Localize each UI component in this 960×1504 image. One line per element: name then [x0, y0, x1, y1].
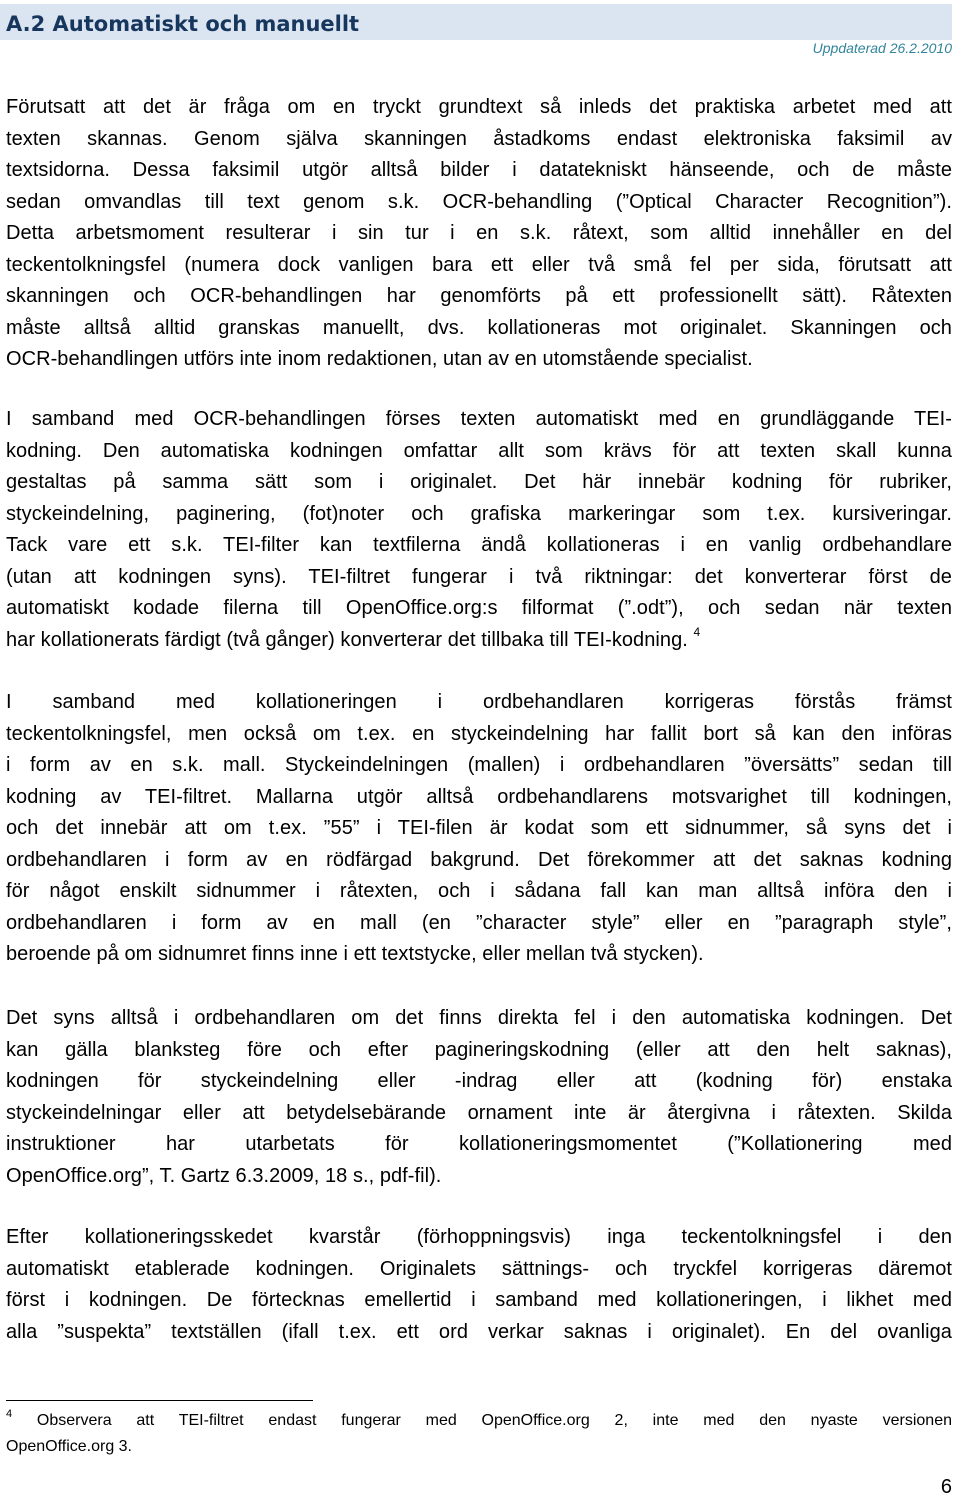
footnote-reference[interactable]: 4 [693, 624, 701, 639]
text-line: ordbehandlaren i form av en rödfärgad bakgrund. Det förekommer att det saknas kodning [6, 848, 952, 871]
text-line: skanningen och OCR-behandlingen har genomförts på ett professionellt sätt). Råtexten [6, 285, 952, 307]
text-line: I samband med OCR-behandlingen förses texten automatiskt med en grundläggande TEI- [6, 408, 952, 430]
text-line: Efter kollationeringsskedet kvarstår (förhoppningsvis) inga teckentolkningsfel i den [6, 1226, 952, 1248]
text-line: gestaltas på samma sätt som i originalet. Det här innebär kodning för rubriker, [6, 471, 952, 493]
text-line: (utan att kodningen syns). TEI-filtret fungerar i två riktningar: det konverterar först de [6, 565, 952, 588]
text-line: kodningen för styckeindelning eller -indrag eller att (kodning för) enstaka [6, 1070, 952, 1092]
text-line: teckentolkningsfel (numera dock vanligen bara ett eller två små fel per sida, förutsatt att [6, 253, 952, 276]
text-line: Tack vare ett s.k. TEI-filter kan textfilerna ändå kollationeras i en vanlig ordbehandlare [6, 534, 952, 556]
text-line: och det innebär att om t.ex. ”55” i TEI-filen är kodat som ett sidnummer, så syns det i [6, 817, 952, 839]
text-line: ordbehandlaren i form av en mall (en ”character style” eller en ”paragraph style”, [6, 911, 952, 934]
text-line: instruktioner har utarbetats för kollationeringsmomentet (”Kollationering med [6, 1133, 952, 1155]
text-line: Det syns alltså i ordbehandlaren om det finns direkta fel i den automatiska kodningen. Det [6, 1007, 952, 1029]
text-line: först i kodningen. De förtecknas emellertid i samband med kollationeringen, i likhet med [6, 1289, 952, 1311]
paragraph-2 [6, 404, 952, 656]
text-line: måste alltså alltid granskas manuellt, dvs. kollationeras mot originalet. Skanningen och [6, 316, 952, 339]
paragraph-5 [6, 1222, 952, 1348]
page-number: 6 [940, 1476, 952, 1498]
footnote-text: OpenOffice.org 3. [6, 1438, 132, 1455]
text-line: styckeindelning, paginering, (fot)noter och grafiska markeringar som t.ex. kursiveringar. [6, 502, 952, 525]
paragraph-1 [6, 92, 952, 376]
footnote-text: Observera att TEI-filtret endast fungerar med OpenOffice.org 2, inte med den nyaste versionen [36, 1412, 952, 1429]
text-line: OpenOffice.org”, T. Gartz 6.3.2009, 18 s., pdf-fil). [6, 1164, 442, 1187]
paragraph-3 [6, 687, 952, 971]
text-line: automatiskt etablerade kodningen. Originalets sättnings- och tryckfel korrigeras däremot [6, 1257, 952, 1280]
footnote-line [6, 1408, 952, 1434]
footnote-line [6, 1434, 952, 1460]
section-heading: A.2 Automatiskt och manuellt [6, 12, 360, 36]
heading-bar [0, 4, 952, 40]
footnote [6, 1408, 952, 1460]
footnote-number: 4 [6, 1408, 13, 1420]
text-line: alla ”suspekta” textställen (ifall t.ex. ett ord verkar saknas i originalet). En del ovanliga [6, 1320, 952, 1343]
footnote-separator [6, 1400, 313, 1401]
text-line: textsidorna. Dessa faksimil utgör alltså bilder i datatekniskt hänseende, och de måste [6, 159, 952, 181]
text-line: kodning av TEI-filtret. Mallarna utgör alltså ordbehandlarens motsvarighet till kodningen, [6, 785, 952, 808]
text-line: för något enskilt sidnummer i råtexten, och i sådana fall kan man alltså införa den i [6, 880, 952, 902]
text-line: i form av en s.k. mall. Styckeindelningen (mallen) i ordbehandlaren ”översätts” sedan till [6, 754, 952, 776]
text-line: kan gälla blanksteg före och efter pagineringskodning (eller att den helt saknas), [6, 1038, 952, 1061]
updated-date: Uppdaterad 26.2.2010 [812, 40, 952, 56]
text-line: texten skannas. Genom själva skanningen åstadkoms endast elektroniska faksimil av [6, 127, 952, 150]
text-line: sedan omvandlas till text genom s.k. OCR-behandling (”Optical Character Recognition”). [6, 190, 952, 213]
text-line: automatiskt kodade filerna till OpenOffice.org:s filformat (”.odt”), och sedan när texten [6, 597, 952, 619]
text-line: OCR-behandlingen utförs inte inom redaktionen, utan av en utomstående specialist. [6, 348, 753, 370]
text-line: har kollationerats färdigt (två gånger) konverterar det tillbaka till TEI-kodning. $^4$ [6, 624, 701, 651]
text-line: kodning. Den automatiska kodningen omfattar allt som krävs för att texten skall kunna [6, 439, 952, 462]
text-line: Förutsatt att det är fråga om en tryckt grundtext så inleds det praktiska arbetet med att [6, 96, 952, 118]
text-line: styckeindelningar eller att betydelsebärande ornament inte är återgivna i råtexten. Skilda [6, 1101, 952, 1124]
text-line: beroende på om sidnumret finns inne i ett textstycke, eller mellan två stycken). [6, 943, 704, 965]
text-line: I samband med kollationeringen i ordbehandlaren korrigeras förstås främst [6, 691, 952, 713]
paragraph-4 [6, 1003, 952, 1192]
text-line: Detta arbetsmoment resulterar i sin tur i en s.k. råtext, som alltid innehåller en del [6, 222, 952, 244]
text-line: teckentolkningsfel, men också om t.ex. en styckeindelning har fallit bort så kan den införas [6, 722, 952, 745]
